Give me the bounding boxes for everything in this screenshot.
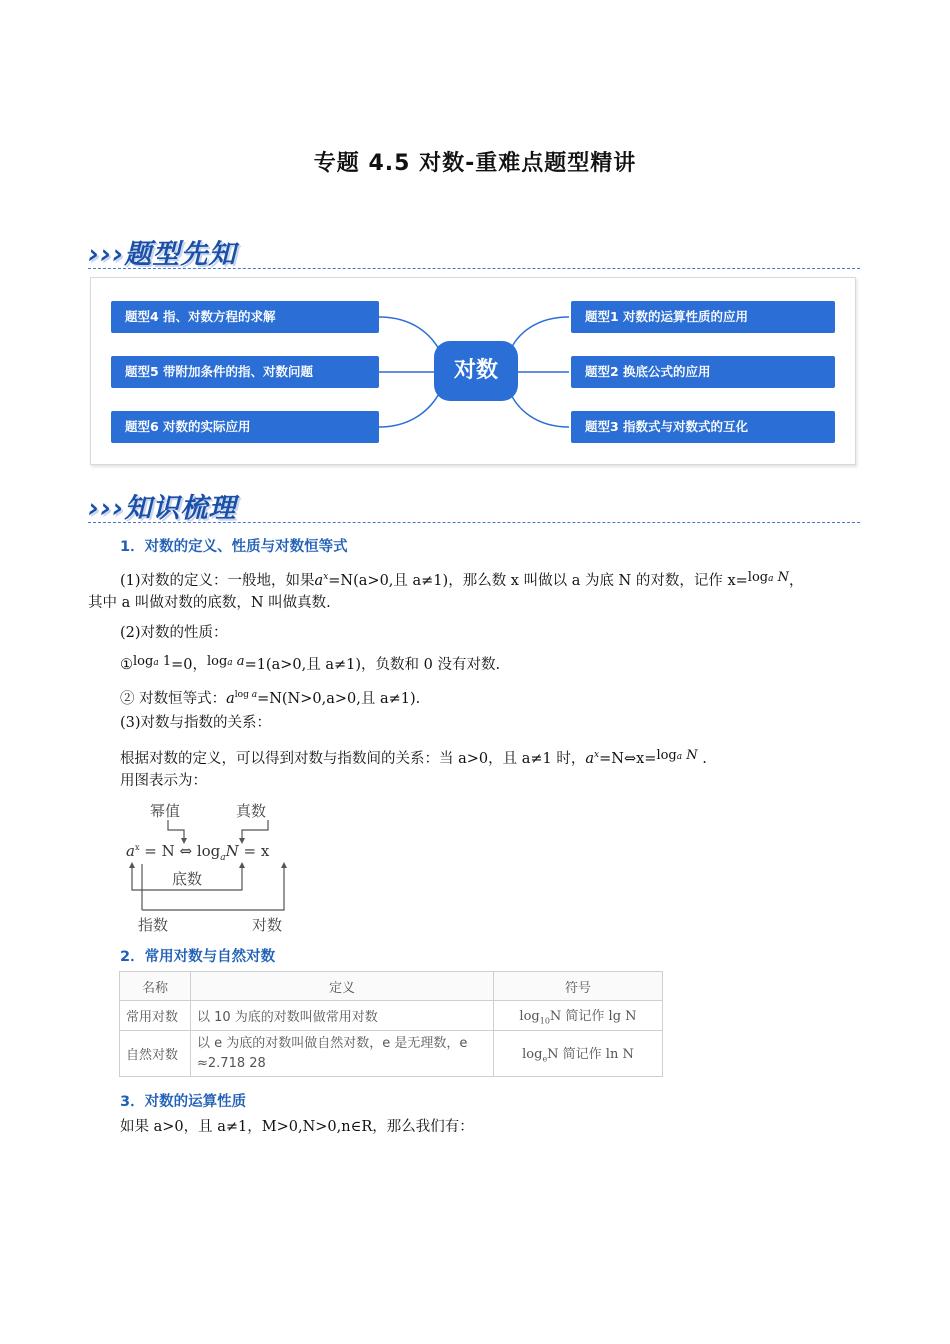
formula-log-a-a: loga a bbox=[206, 654, 245, 669]
table-header: 定义 bbox=[191, 972, 494, 1001]
log-types-table bbox=[119, 971, 663, 1077]
section-1-heading: 1．对数的定义、性质与对数恒等式 bbox=[120, 539, 348, 555]
mindmap-node-type6: 题型6 对数的实际应用 bbox=[111, 411, 379, 443]
section-banner-knowledge: ›››知识梳理 bbox=[88, 493, 237, 524]
section-3-text: 如果 a>0，且 a≠1，M>0,N>0,n∈R，那么我们有： bbox=[120, 1119, 474, 1135]
relation-diagram-caption: 用图表示为： bbox=[120, 773, 207, 789]
table-cell: $\log_eN$ 简记作 ln N bbox=[494, 1031, 663, 1077]
formula-a-power-log: $a^{log a}$ bbox=[226, 690, 258, 707]
definition-line: (1)对数的定义：一般地，如果$a^x=N(a>0$,且 a≠1)，那么数 x 叫做以 a 为底 N 的对数，记作 x=loga N， bbox=[120, 569, 804, 589]
formula-log-a-n: loga N bbox=[747, 569, 789, 585]
table-cell: $\log_{10}N$ 简记作 lg N bbox=[494, 1001, 663, 1031]
table-row bbox=[120, 1001, 663, 1031]
mindmap-node-type1: 题型1 对数的运算性质的应用 bbox=[571, 301, 835, 333]
formula-a-power-x: $a^x$ bbox=[314, 572, 329, 589]
formula-log-a-1: loga 1 bbox=[133, 654, 172, 669]
mindmap-node-type4: 题型4 指、对数方程的求解 bbox=[111, 301, 379, 333]
dashed-divider bbox=[88, 522, 860, 523]
table-cell: 自然对数 bbox=[120, 1031, 191, 1077]
dashed-divider bbox=[88, 268, 860, 269]
property-1: ①loga 1=0，loga a=1(a>0,且 a≠1)，负数和 0 没有对数. bbox=[120, 654, 501, 673]
table-cell: 常用对数 bbox=[120, 1001, 191, 1031]
mindmap-node-type5: 题型5 带附加条件的指、对数问题 bbox=[111, 356, 379, 388]
section-2-heading: 2．常用对数与自然对数 bbox=[120, 949, 276, 965]
exp-log-diagram bbox=[124, 798, 294, 934]
relation-line: 根据对数的定义，可以得到对数与指数间的关系：当 a>0，且 a≠1 时，$a^x=N\Leftrightarrow x=\log a$ N . bbox=[120, 747, 707, 767]
diagram-label-base: 底数 bbox=[172, 870, 203, 888]
property-title: (2)对数的性质： bbox=[120, 625, 228, 641]
diagram-label-true-number: 真数 bbox=[236, 802, 267, 820]
table-cell: 以 e 为底的对数叫做自然对数，e 是无理数，e ≈2.718 28 bbox=[191, 1031, 494, 1077]
mind-map bbox=[90, 277, 856, 465]
diagram-equation: $a^x = N$ ⇔ $\log_aN = x$ bbox=[126, 842, 270, 863]
mindmap-node-type2: 题型2 换底公式的应用 bbox=[571, 356, 835, 388]
diagram-label-exponent: 指数 bbox=[138, 916, 169, 934]
mindmap-node-type3: 题型3 指数式与对数式的互化 bbox=[571, 411, 835, 443]
property-2: ② 对数恒等式：$a^{log a}=N(N>0,a>0$,且 a≠1). bbox=[120, 690, 421, 707]
table-cell: 以 10 为底的对数叫做常用对数 bbox=[191, 1001, 494, 1031]
definition-line-2: 其中 a 叫做对数的底数，N 叫做真数. bbox=[88, 595, 331, 611]
page-title: 专题 4.5 对数-重难点题型精讲 bbox=[313, 151, 637, 176]
table-row bbox=[120, 1031, 663, 1077]
section-banner-preview: ›››题型先知 bbox=[88, 239, 237, 270]
relation-title: (3)对数与指数的关系： bbox=[120, 715, 272, 731]
section-3-heading: 3．对数的运算性质 bbox=[120, 1094, 247, 1110]
diagram-label-logarithm: 对数 bbox=[252, 916, 283, 934]
table-header: 名称 bbox=[120, 972, 191, 1001]
mindmap-center: 对数 bbox=[434, 341, 518, 401]
diagram-label-power: 幂值 bbox=[150, 802, 181, 820]
formula-a-power-x: $a^x$ bbox=[585, 750, 600, 767]
formula-log-a-n: loga N bbox=[656, 747, 698, 763]
table-header-row bbox=[120, 972, 663, 1001]
table-header: 符号 bbox=[494, 972, 663, 1001]
